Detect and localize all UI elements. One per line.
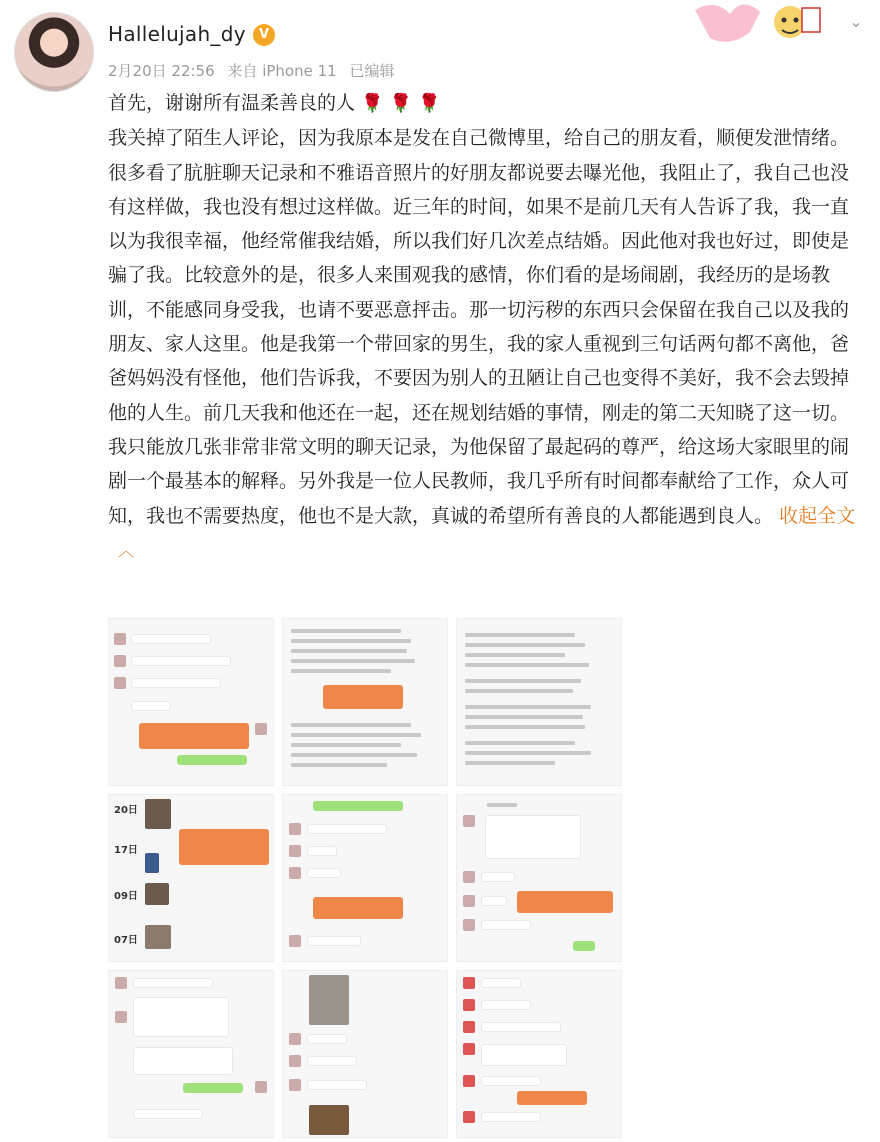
chat-screenshot-1[interactable]: [108, 618, 274, 786]
chevron-down-icon[interactable]: ⌄: [849, 12, 863, 31]
post-meta: [108, 60, 402, 81]
collapse-button[interactable]: 收起全文: [779, 504, 856, 527]
edited-label[interactable]: 已编辑: [349, 62, 395, 80]
chat-screenshot-3[interactable]: [456, 618, 622, 786]
rose-icon: 🌹: [389, 93, 412, 114]
day-label: 20日: [114, 805, 138, 816]
avatar[interactable]: [14, 12, 94, 92]
chat-screenshot-5[interactable]: [282, 794, 448, 962]
day-label: 07日: [114, 935, 138, 946]
post-text: [108, 86, 860, 568]
day-label: 17日: [114, 845, 138, 856]
chat-screenshot-6[interactable]: [456, 794, 622, 962]
chat-screenshot-2[interactable]: [282, 618, 448, 786]
chevron-up-icon[interactable]: ︿: [118, 540, 135, 560]
post-source[interactable]: 来自 iPhone 11: [227, 62, 337, 80]
post-date: 2月20日 22:56: [108, 62, 215, 80]
cartoon-decoration: [690, 0, 825, 52]
chat-screenshot-9[interactable]: [456, 970, 622, 1138]
day-label: 09日: [114, 891, 138, 902]
post-first-line: 首先，谢谢所有温柔善良的人: [108, 92, 356, 114]
chat-screenshot-4[interactable]: [108, 794, 274, 962]
image-grid: [108, 618, 622, 1138]
rose-icon: 🌹: [361, 93, 384, 114]
chat-screenshot-8[interactable]: [282, 970, 448, 1138]
username[interactable]: Hallelujah_dy: [108, 22, 246, 46]
rose-icon: 🌹: [418, 93, 441, 114]
chat-screenshot-7[interactable]: [108, 970, 274, 1138]
post-body: 我关掉了陌生人评论，因为我原本是发在自己微博里，给自己的朋友看，顺便发泄情绪。很多看了肮脏聊天记录和不雅语音照片的好朋友都说要去曝光他，我阻止了，我自己也没有这样做，我也没有想过这样做。近三年的时间，如果不是前几天有人告诉了我，我一直以为我很幸福，他经常催我结婚，所以我们好几次差点结婚。因此他对我也好过，即使是骗了我。比较意外的是，很多人来围观我的感情，你们看的是场闹剧，我经历的是场教训，不能感同身受我，也请不要恶意抨击。那一切污秽的东西只会保留在我自己以及我的朋友、家人这里。他是我第一个带回家的男生，我的家人重视到三句话两句都不离他，爸爸妈妈没有怪他，他们告诉我，不要因为别人的丑陋让自己也变得不美好，我不会去毁掉他的人生。前几天我和他还在一起，还在规划结婚的事情，刚走的第二天知晓了这一切。我只能放几张非常非常文明的聊天记录，为他保留了最起码的尊严，给这场大家眼里的闹剧一个最基本的解释。另外我是一位人民教师，我几乎所有时间都奉献给了工作，众人可知，我也不需要热度，他也不是大款，真诚的希望所有善良的人都能遇到良人。: [108, 127, 850, 527]
vip-badge-icon: V: [253, 24, 275, 46]
